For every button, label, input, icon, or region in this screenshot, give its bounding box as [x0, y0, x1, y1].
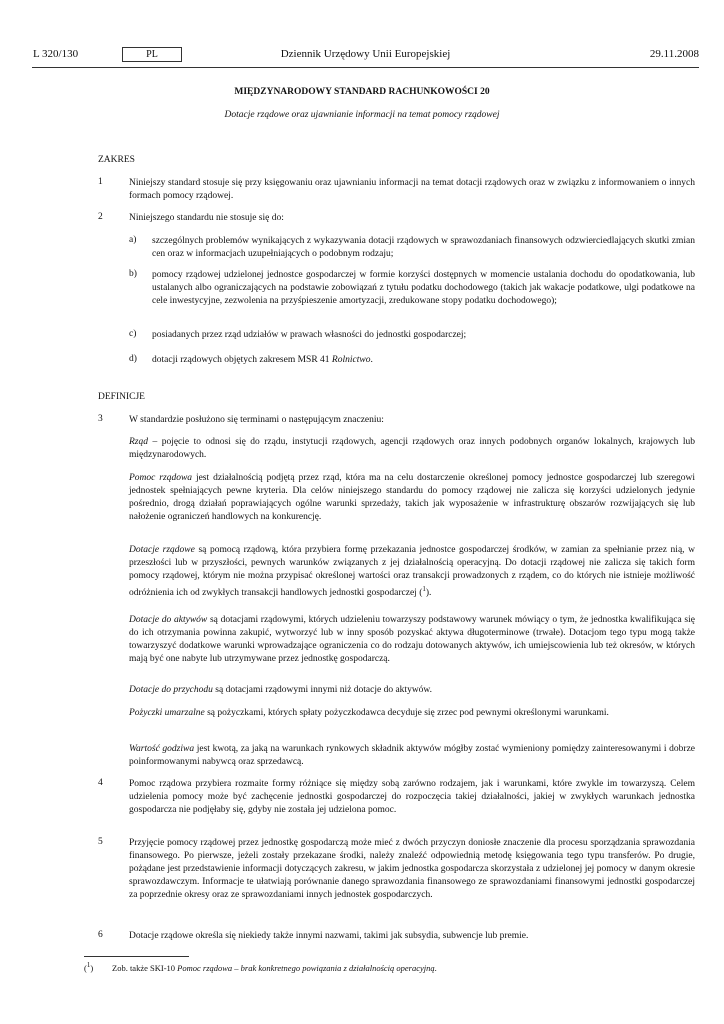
- list-item: dotacji rządowych objętych zakresem MSR 41 Rolnictwo.: [152, 355, 373, 365]
- page-header: [32, 45, 699, 67]
- definition-asset-grants: Dotacje do aktywów są dotacjami rządowymi, których udzieleniu towarzyszy podstawowy warunek mówiący o tym, że jednostka kwalifikująca się do ich otrzymania powinna zakupić, wytworzyć lub w inny sposób pozyskać aktywa długoterminowe (trwałe). Dotacjom tego typu mogą także towarzyszyć dodatkowe warunki wprowadzające ograniczenia co do rodzaju dotowanych aktywów, ich umiejscowienia lub też okresów, w których mają być one nabyte lub utrzymywane przez jednostkę gospodarczą.: [129, 615, 695, 664]
- footnote-divider: [84, 956, 189, 957]
- paragraph-number: 6: [98, 930, 103, 940]
- paragraph-text: Dotacje rządowe określa się niekiedy także innymi nazwami, takimi jak subsydia, subwencje lub premie.: [129, 931, 529, 941]
- journal-title: Dziennik Urzędowy Unii Europejskiej: [280, 48, 451, 60]
- document-subtitle: Dotacje rządowe oraz ujawnianie informacji na temat pomocy rządowej: [224, 110, 500, 120]
- list-letter: c): [129, 329, 137, 339]
- paragraph-text: Przyjęcie pomocy rządowej przez jednostkę gospodarczą może mieć z dwóch przyczyn doniosłe znaczenie dla procesu sporządzania sprawozdania finansowego. Po pierwsze, jeżeli zostały przekazane środki, należy znaleźć odpowiednią metodę księgowania tego typu transferów. Po drugie, pożądane jest przedstawienie informacji dotyczących zakresu, w jakim jednostka gospodarcza skorzystała z udzielonej jej pomocy w danym okresie sprawozdawczym. Informacje te ułatwiają porównanie danego sprawozdania finansowego ze sprawozdaniami finansowymi jednostki gospodarczej za poprzednie okresy oraz ze sprawozdaniami innych jednostek gospodarczych.: [129, 838, 695, 900]
- publication-date: 29.11.2008: [649, 48, 699, 60]
- definition-government-grants: Dotacje rządowe są pomocą rządową, która przybiera formę przekazania jednostce gospodarczej środków, w zamian za spełnianie przez nią, w przeszłości lub w przyszłości, pewnych warunków związanych z jej działalnością operacyjną. Do dotacji rządowej nie zalicza się takich form pomocy rządowej, którym nie można przypisać określonej wartości oraz transakcji prowadzonych z rządem, co do których nie istnieje możliwość odróżnienia ich od zwykłych transakcji handlowych jednostki gospodarczej ($^1$).: [129, 545, 695, 599]
- paragraph-text: Pomoc rządowa przybiera rozmaite formy różniące się między sobą zarówno rodzajem, jak i warunkami, które zwykle im towarzyszą. Celem udzielenia pomocy może być zachęcenie jednostki gospodarczej do rozpoczęcia takiej działalności, jakiej w zwykłych warunkach jednostka gospodarcza nie podjęłaby się, gdyby nie została jej udzielona pomoc.: [129, 779, 695, 815]
- paragraph-number: 5: [98, 837, 103, 847]
- header-divider: [32, 67, 699, 68]
- section-heading-scope: ZAKRES: [98, 155, 135, 165]
- footnote: ($^1$) Zob. także SKI-10 Pomoc rządowa – brak konkretnego powiązania z działalnością operacyjną.: [84, 961, 437, 973]
- document-title: MIĘDZYNARODOWY STANDARD RACHUNKOWOŚCI 20: [234, 87, 490, 97]
- definition-government: Rząd – pojęcie to odnosi się do rządu, instytucji rządowych, agencji rządowych oraz innych podobnych organów lokalnych, krajowych lub międzynarodowych.: [129, 437, 695, 460]
- list-letter: a): [129, 235, 137, 245]
- list-item: posiadanych przez rząd udziałów w prawach własności do jednostki gospodarczej;: [152, 330, 467, 340]
- paragraph-text: Niniejszy standard stosuje się przy księgowaniu oraz ujawnianiu informacji na temat dotacji rządowych oraz w związku z informowaniem o innych formach pomocy rządowej.: [129, 178, 695, 201]
- journal-reference: L 320/130: [33, 48, 79, 60]
- list-letter: b): [129, 269, 137, 279]
- paragraph-text: W standardzie posłużono się terminami o następującym znaczeniu:: [129, 415, 384, 425]
- paragraph-number: 2: [98, 212, 103, 222]
- list-letter: d): [129, 354, 137, 364]
- definition-fair-value: Wartość godziwa jest kwotą, za jaką na warunkach rynkowych składnik aktywów mógłby zostać wymieniony pomiędzy zainteresowanymi i dobrze poinformowanymi nabywcą oraz sprzedawcą.: [129, 744, 696, 767]
- section-heading-definitions: DEFINICJE: [98, 392, 145, 402]
- definition-government-assistance: Pomoc rządowa jest działalnością podjętą przez rząd, która ma na celu dostarczenie określonej pomocy jednostce gospodarczej lub szeregowi jednostek spełniających pewne kryteria. Dla celów niniejszego standardu do pomocy rządowej nie zalicza się korzyści udzielonych jedynie pośrednio, drogą działań poprawiających ogólne warunki sprzedaży, takich jak wyposażenie w infrastrukturę obszarów rozwijających się lub nałożenie ograniczeń handlowych na konkurencję.: [129, 473, 695, 522]
- definition-forgivable-loans: Pożyczki umarzalne są pożyczkami, których spłaty pożyczkodawca decyduje się zrzec pod pewnymi określonymi warunkami.: [129, 708, 609, 718]
- definition-income-grants: Dotacje do przychodu są dotacjami rządowymi innymi niż dotacje do aktywów.: [129, 685, 433, 695]
- paragraph-number: 3: [98, 414, 103, 424]
- list-item: pomocy rządowej udzielonej jednostce gospodarczej w formie korzyści dostępnych w momencie ustalania dochodu do opodatkowania, lub ustalanych albo ograniczających na podstawie zobowiązań z tytułu podatku dochodowego (takich jak wakacje podatkowe, ulgi podatkowe na cele inwestycyjne, zezwolenia na przyśpieszenie amortyzacji, zredukowane stopy podatku dochodowego);: [152, 270, 695, 306]
- paragraph-number: 1: [98, 177, 103, 187]
- paragraph-text: Niniejszego standardu nie stosuje się do:: [129, 213, 284, 223]
- list-item: szczególnych problemów wynikających z wykazywania dotacji rządowych w sprawozdaniach finansowych odzwierciedlających skutki zmian cen oraz w informacjach uzupełniających o podobnym rodzaju;: [152, 236, 695, 259]
- paragraph-number: 4: [98, 778, 103, 788]
- language-box: PL: [122, 47, 182, 62]
